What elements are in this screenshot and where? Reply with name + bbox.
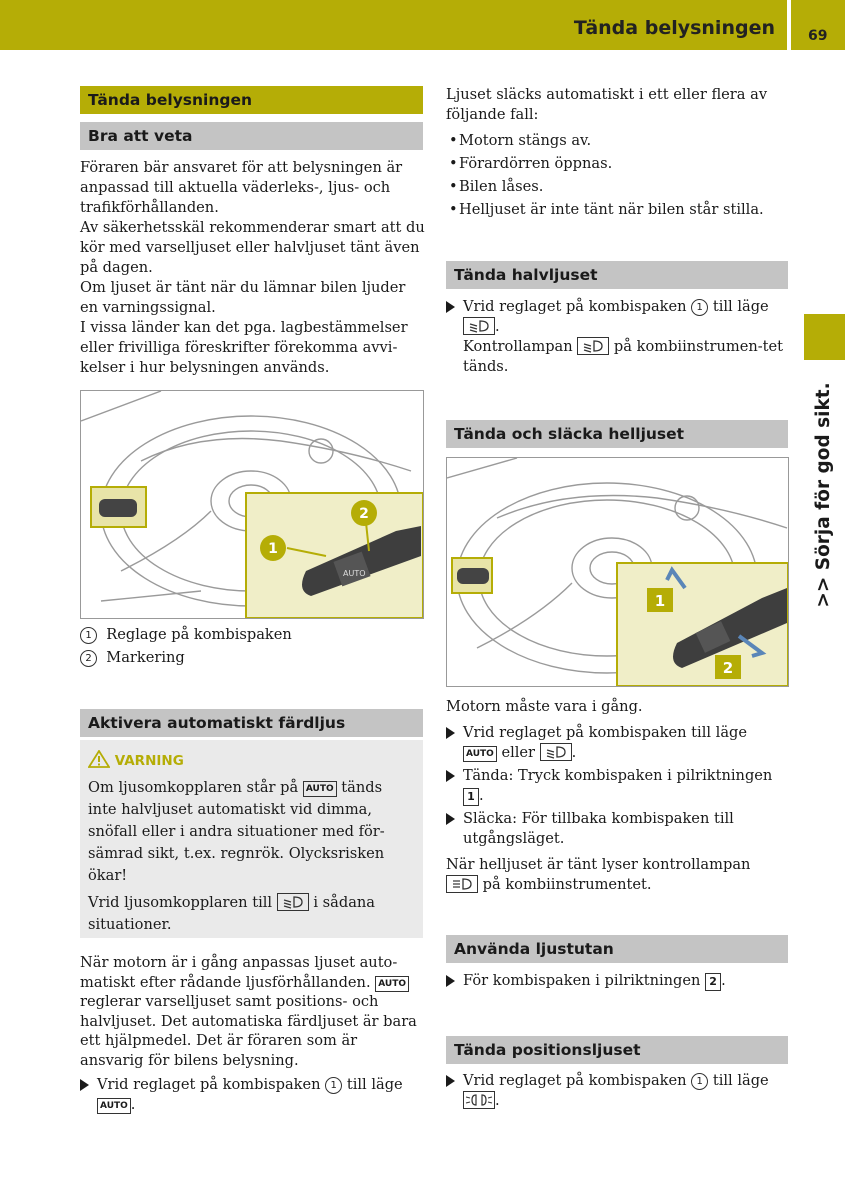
stalk-small <box>99 499 137 517</box>
step-arrow-icon <box>446 770 455 782</box>
step-text: till läge <box>712 298 769 315</box>
lights-off-intro: Ljuset släcks automatiskt i ett eller flera av följande fall: <box>446 86 768 123</box>
position-light-icon <box>463 1091 495 1109</box>
warning-text-part: tänds inte halvljuset automatiskt vid dimma, snöfall eller i andra situationer med för-sämrad sikt, t.ex. regnrök. Olycksrisken ökar! <box>88 779 385 884</box>
warning-text-part: Vrid ljusomkopplaren till <box>88 894 273 911</box>
legend-text: Markering <box>106 649 185 666</box>
engine-note: Motorn måste vara i gång. <box>446 698 643 715</box>
auto-symbol: AUTO <box>303 781 337 797</box>
callout-2-label: 2 <box>359 506 369 522</box>
high-beam-figure <box>446 457 789 687</box>
warning-title: VARNING <box>114 753 184 769</box>
legend-number: 2 <box>80 650 97 667</box>
step-text: till läge <box>346 1076 403 1093</box>
step-arrow-icon <box>446 975 455 987</box>
subsection-heading-flash: Använda ljustutan <box>446 935 788 963</box>
section-heading: Tända belysningen <box>80 86 423 114</box>
subsection-heading-good-to-know: Bra att veta <box>80 122 423 150</box>
intro-paragraph: Av säkerhetsskäl rekommenderar smart att du kör med varselljuset eller halvljuset tänt även på dagen. <box>80 219 425 276</box>
warning-triangle-icon <box>88 750 110 768</box>
callout-1-label: 1 <box>654 592 666 610</box>
step-text: Kontrollampan <box>463 338 573 355</box>
warning-text-part: i sådana situationer. <box>88 894 375 933</box>
low-beam-icon <box>540 743 572 761</box>
warning-paragraph <box>88 777 413 887</box>
warning-paragraph <box>88 892 413 936</box>
step-text: För kombispaken i pilriktningen <box>463 972 701 989</box>
step-text: Vrid reglaget på kombispaken <box>97 1076 321 1093</box>
auto-text-part: När motorn är i gång anpassas ljuset auto-matiskt efter rådande ljusförhållanden. <box>80 954 398 991</box>
high-beam-illustration <box>447 458 788 686</box>
step-number: 1 <box>691 1073 708 1090</box>
direction-number: 1 <box>463 788 479 806</box>
step-number: 1 <box>325 1077 342 1094</box>
step-text: Vrid reglaget på kombispaken <box>463 1072 687 1089</box>
stalk-small <box>457 568 489 584</box>
subsection-heading-high-beam: Tända och släcka helljuset <box>446 420 788 448</box>
step-text: eller <box>501 744 536 761</box>
step-arrow-icon <box>80 1079 89 1091</box>
subsection-heading-low-beam: Tända halvljuset <box>446 261 788 289</box>
lights-off-list <box>449 131 789 223</box>
step-text: till läge <box>712 1072 769 1089</box>
subsection-heading-position-lights: Tända positionsljuset <box>446 1036 788 1064</box>
high-beam-step-1: Vrid reglaget på kombispaken till läge AUTO eller . <box>446 723 808 763</box>
step-text: Vrid reglaget på kombispaken <box>463 298 687 315</box>
list-item: • Bilen låses. <box>449 177 789 197</box>
auto-description <box>80 953 425 1071</box>
low-beam-step: Vrid reglaget på kombispaken 1 till läge . Kontrollampan på kombiinstrumen-tet tänds. <box>446 297 805 377</box>
warning-text <box>88 777 413 936</box>
intro-text <box>80 158 425 378</box>
low-beam-indicator-icon <box>577 337 609 355</box>
callout-2-label: 2 <box>722 659 734 677</box>
step-arrow-icon <box>446 1075 455 1087</box>
note-text: När helljuset är tänt lyser kontrollampan <box>446 856 751 873</box>
steering-wheel-illustration <box>81 391 423 618</box>
auto-symbol: AUTO <box>375 976 409 992</box>
step-text: Tända: Tryck kombispaken i pilriktningen <box>463 767 773 784</box>
step-arrow-icon <box>446 301 455 313</box>
warning-text-part: Om ljusomkopplaren står på <box>88 779 299 796</box>
low-beam-icon <box>463 317 495 335</box>
steering-wheel-figure <box>80 390 424 619</box>
step-text: Släcka: För tillbaka kombispaken till utgångsläget. <box>463 810 734 847</box>
intro-paragraph: I vissa länder kan det pga. lagbestämmelser eller frivilliga föreskrifter förekomma avvi-kelser i hur belysningen används. <box>80 319 408 376</box>
high-beam-step-3 <box>446 809 783 849</box>
step-text: Vrid reglaget på kombispaken till läge <box>463 724 748 741</box>
step-arrow-icon <box>446 813 455 825</box>
high-beam-step-2: Tända: Tryck kombispaken i pilriktningen 1 . <box>446 766 808 806</box>
list-item: • Motorn stängs av. <box>449 131 789 151</box>
list-item: • Förardörren öppnas. <box>449 154 789 174</box>
page-number: 69 <box>808 28 828 44</box>
subsection-heading-auto-lights: Aktivera automatiskt färdljus <box>80 709 423 737</box>
chapter-label: >> Sörja för god sikt. <box>813 382 834 608</box>
chapter-tab <box>804 314 845 360</box>
svg-text:AUTO: AUTO <box>343 569 366 578</box>
position-step: Vrid reglaget på kombispaken 1 till läge . <box>446 1071 805 1111</box>
legend-number: 1 <box>80 627 97 644</box>
legend-item <box>80 648 420 668</box>
warning-heading <box>88 750 184 771</box>
flash-step: För kombispaken i pilriktningen 2 . <box>446 971 805 991</box>
note-text: på kombiinstrumentet. <box>482 876 652 893</box>
direction-number: 2 <box>705 973 721 991</box>
auto-step: Vrid reglaget på kombispaken 1 till läge AUTO . <box>80 1075 427 1115</box>
high-beam-lamp-note <box>446 855 791 895</box>
step-text: på kombiinstrumen-tet tänds. <box>463 338 784 375</box>
intro-paragraph: Föraren bär ansvaret för att belysningen är anpassad till aktuella väderleks-, ljus- och trafikförhållanden. <box>80 159 403 216</box>
intro-paragraph: Om ljuset är tänt när du lämnar bilen ljuder en varningssignal. <box>80 279 406 316</box>
low-beam-icon <box>277 893 309 911</box>
high-beam-indicator-icon <box>446 875 478 893</box>
legend-item <box>80 625 420 645</box>
step-arrow-icon <box>446 727 455 739</box>
page-title: Tända belysningen <box>573 17 775 39</box>
legend-text: Reglage på kombispaken <box>106 626 292 643</box>
step-number: 1 <box>691 299 708 316</box>
list-item: • Helljuset är inte tänt när bilen står stilla. <box>449 200 789 220</box>
auto-symbol: AUTO <box>97 1098 131 1114</box>
auto-text-part: reglerar varselljuset samt positions- och halvljuset. Det automatiska färdljuset är bara ett hjälpmedel. Det är föraren som är ansvarig för bilens belysning. <box>80 993 417 1069</box>
figure-legend <box>80 625 420 671</box>
callout-1-label: 1 <box>268 541 278 557</box>
auto-symbol: AUTO <box>463 746 497 762</box>
